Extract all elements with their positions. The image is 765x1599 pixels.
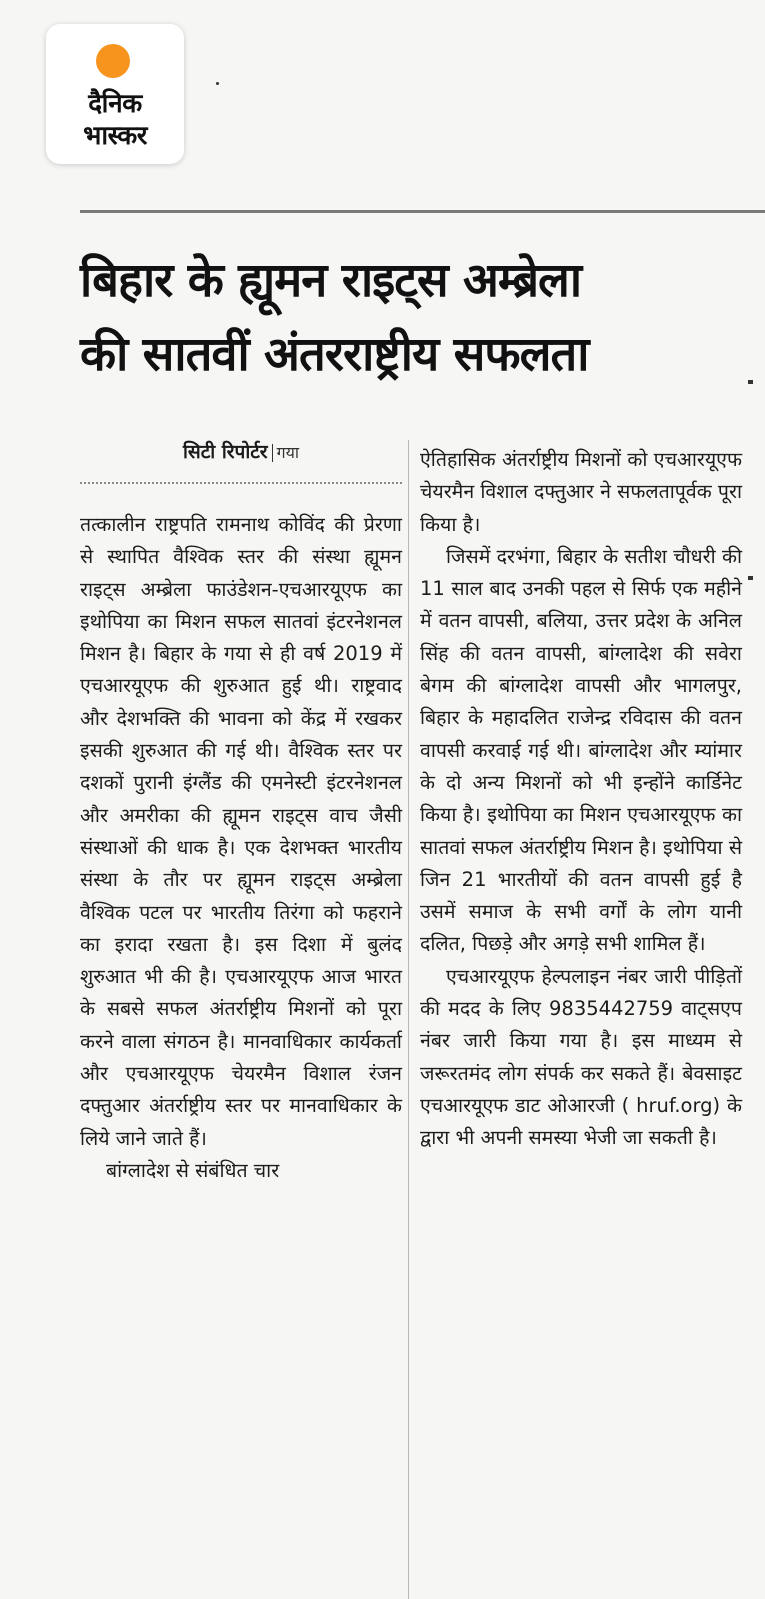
column-divider bbox=[408, 440, 409, 1599]
sun-logo-icon bbox=[96, 44, 130, 78]
headline bbox=[80, 244, 760, 392]
headline-line-1: बिहार के ह्यूमन राइट्स अम्ब्रेला bbox=[80, 253, 582, 308]
logo-text-line2: भास्कर bbox=[83, 121, 147, 151]
paragraph: बांग्लादेश से संबंधित चार bbox=[106, 1158, 280, 1182]
byline-separator bbox=[272, 444, 273, 462]
byline-place: गया bbox=[276, 443, 300, 462]
paragraph: ऐतिहासिक अंतर्राष्ट्रीय मिशनों को एचआरयूएफ चेयरमैन विशाल दफ्तुआर ने सफलतापूर्वक पूरा किया है। bbox=[420, 448, 742, 536]
speck bbox=[216, 82, 219, 85]
byline bbox=[80, 438, 402, 464]
byline-dotted-rule bbox=[80, 482, 402, 484]
edge-mark bbox=[748, 576, 753, 580]
article-column-right bbox=[420, 444, 742, 1155]
headline-line-2: की सातवीं अंतरराष्ट्रीय सफलता bbox=[80, 327, 589, 382]
edge-mark bbox=[748, 380, 753, 384]
dainik-bhaskar-logo bbox=[46, 24, 184, 164]
article-column-left bbox=[80, 509, 402, 1187]
paragraph: एचआरयूएफ हेल्पलाइन नंबर जारी पीड़ितों की मदद के लिए 9835442759 वाट्सएप नंबर जारी किया गया है। इस माध्यम से जरूरतमंद लोग संपर्क कर सकते हैं। बेवसाइट एचआरयूएफ डाट ओआरजी ( hruf.org) के द्वारा भी अपनी समस्या भेजी जा सकती है। bbox=[420, 964, 742, 1150]
paragraph: जिसमें दरभंगा, बिहार के सतीश चौधरी की 11 साल बाद उनकी पहल से सिर्फ एक महीने में वतन वापसी, बलिया, उत्तर प्रदेश के अनिल सिंह की वतन वापसी, बांग्लादेश की सवेरा बेगम की बांग्लादेश वापसी और भागलपुर, बिहार के महादलित राजेन्द्र रविदास की वतन वापसी करवाई गई थी। बांग्लादेश और म्यांमार के दो अन्य मिशनों को भी इन्होंने कार्डिनेट किया है। इथोपिया का मिशन एचआरयूएफ का सातवां सफल अंतर्राष्ट्रीय मिशन है। इथोपिया से जिन 21 भारतीयों की वतन वापसी हुई है उसमें समाज के सभी वर्गों के लोग यानी दलित, पिछड़े और अगड़े सभी शामिल हैं। bbox=[420, 544, 742, 956]
header-rule bbox=[80, 210, 765, 213]
logo-text-line1: दैनिक bbox=[88, 89, 142, 119]
byline-reporter: सिटी रिपोर्टर bbox=[182, 441, 268, 463]
paragraph: तत्कालीन राष्ट्रपति रामनाथ कोविंद की प्रेरणा से स्थापित वैश्विक स्तर की संस्था ह्यूमन राइट्स अम्ब्रेला फाउंडेशन-एचआरयूएफ का इथोपिया का मिशन सफल सातवां इंटरनेशनल मिशन है। बिहार के गया से ही वर्ष 2019 में एचआरयूएफ की शुरुआत हुई थी। राष्ट्रवाद और देशभक्ति की भावना को केंद्र में रखकर इसकी शुरुआत की गई थी। वैश्विक स्तर पर दशकों पुरानी इंग्लैंड की एमनेस्टी इंटरनेशनल और अमरीका की ह्यूमन राइट्स वाच जैसी संस्थाओं की धाक है। एक देशभक्त भारतीय संस्था के तौर पर ह्यूमन राइट्स अम्ब्रेला वैश्विक पटल पर भारतीय तिरंगा को फहराने का इरादा रखता है। इस दिशा में बुलंद शुरुआत भी की है। एचआरयूएफ आज भारत के सबसे सफल अंतर्राष्ट्रीय मिशनों को पूरा करने वाला संगठन है। मानवाधिकार कार्यकर्ता और एचआरयूएफ चेयरमैन विशाल रंजन दफ्तुआर अंतर्राष्ट्रीय स्तर पर मानवाधिकार के लिये जाने जाते हैं। bbox=[80, 513, 402, 1150]
